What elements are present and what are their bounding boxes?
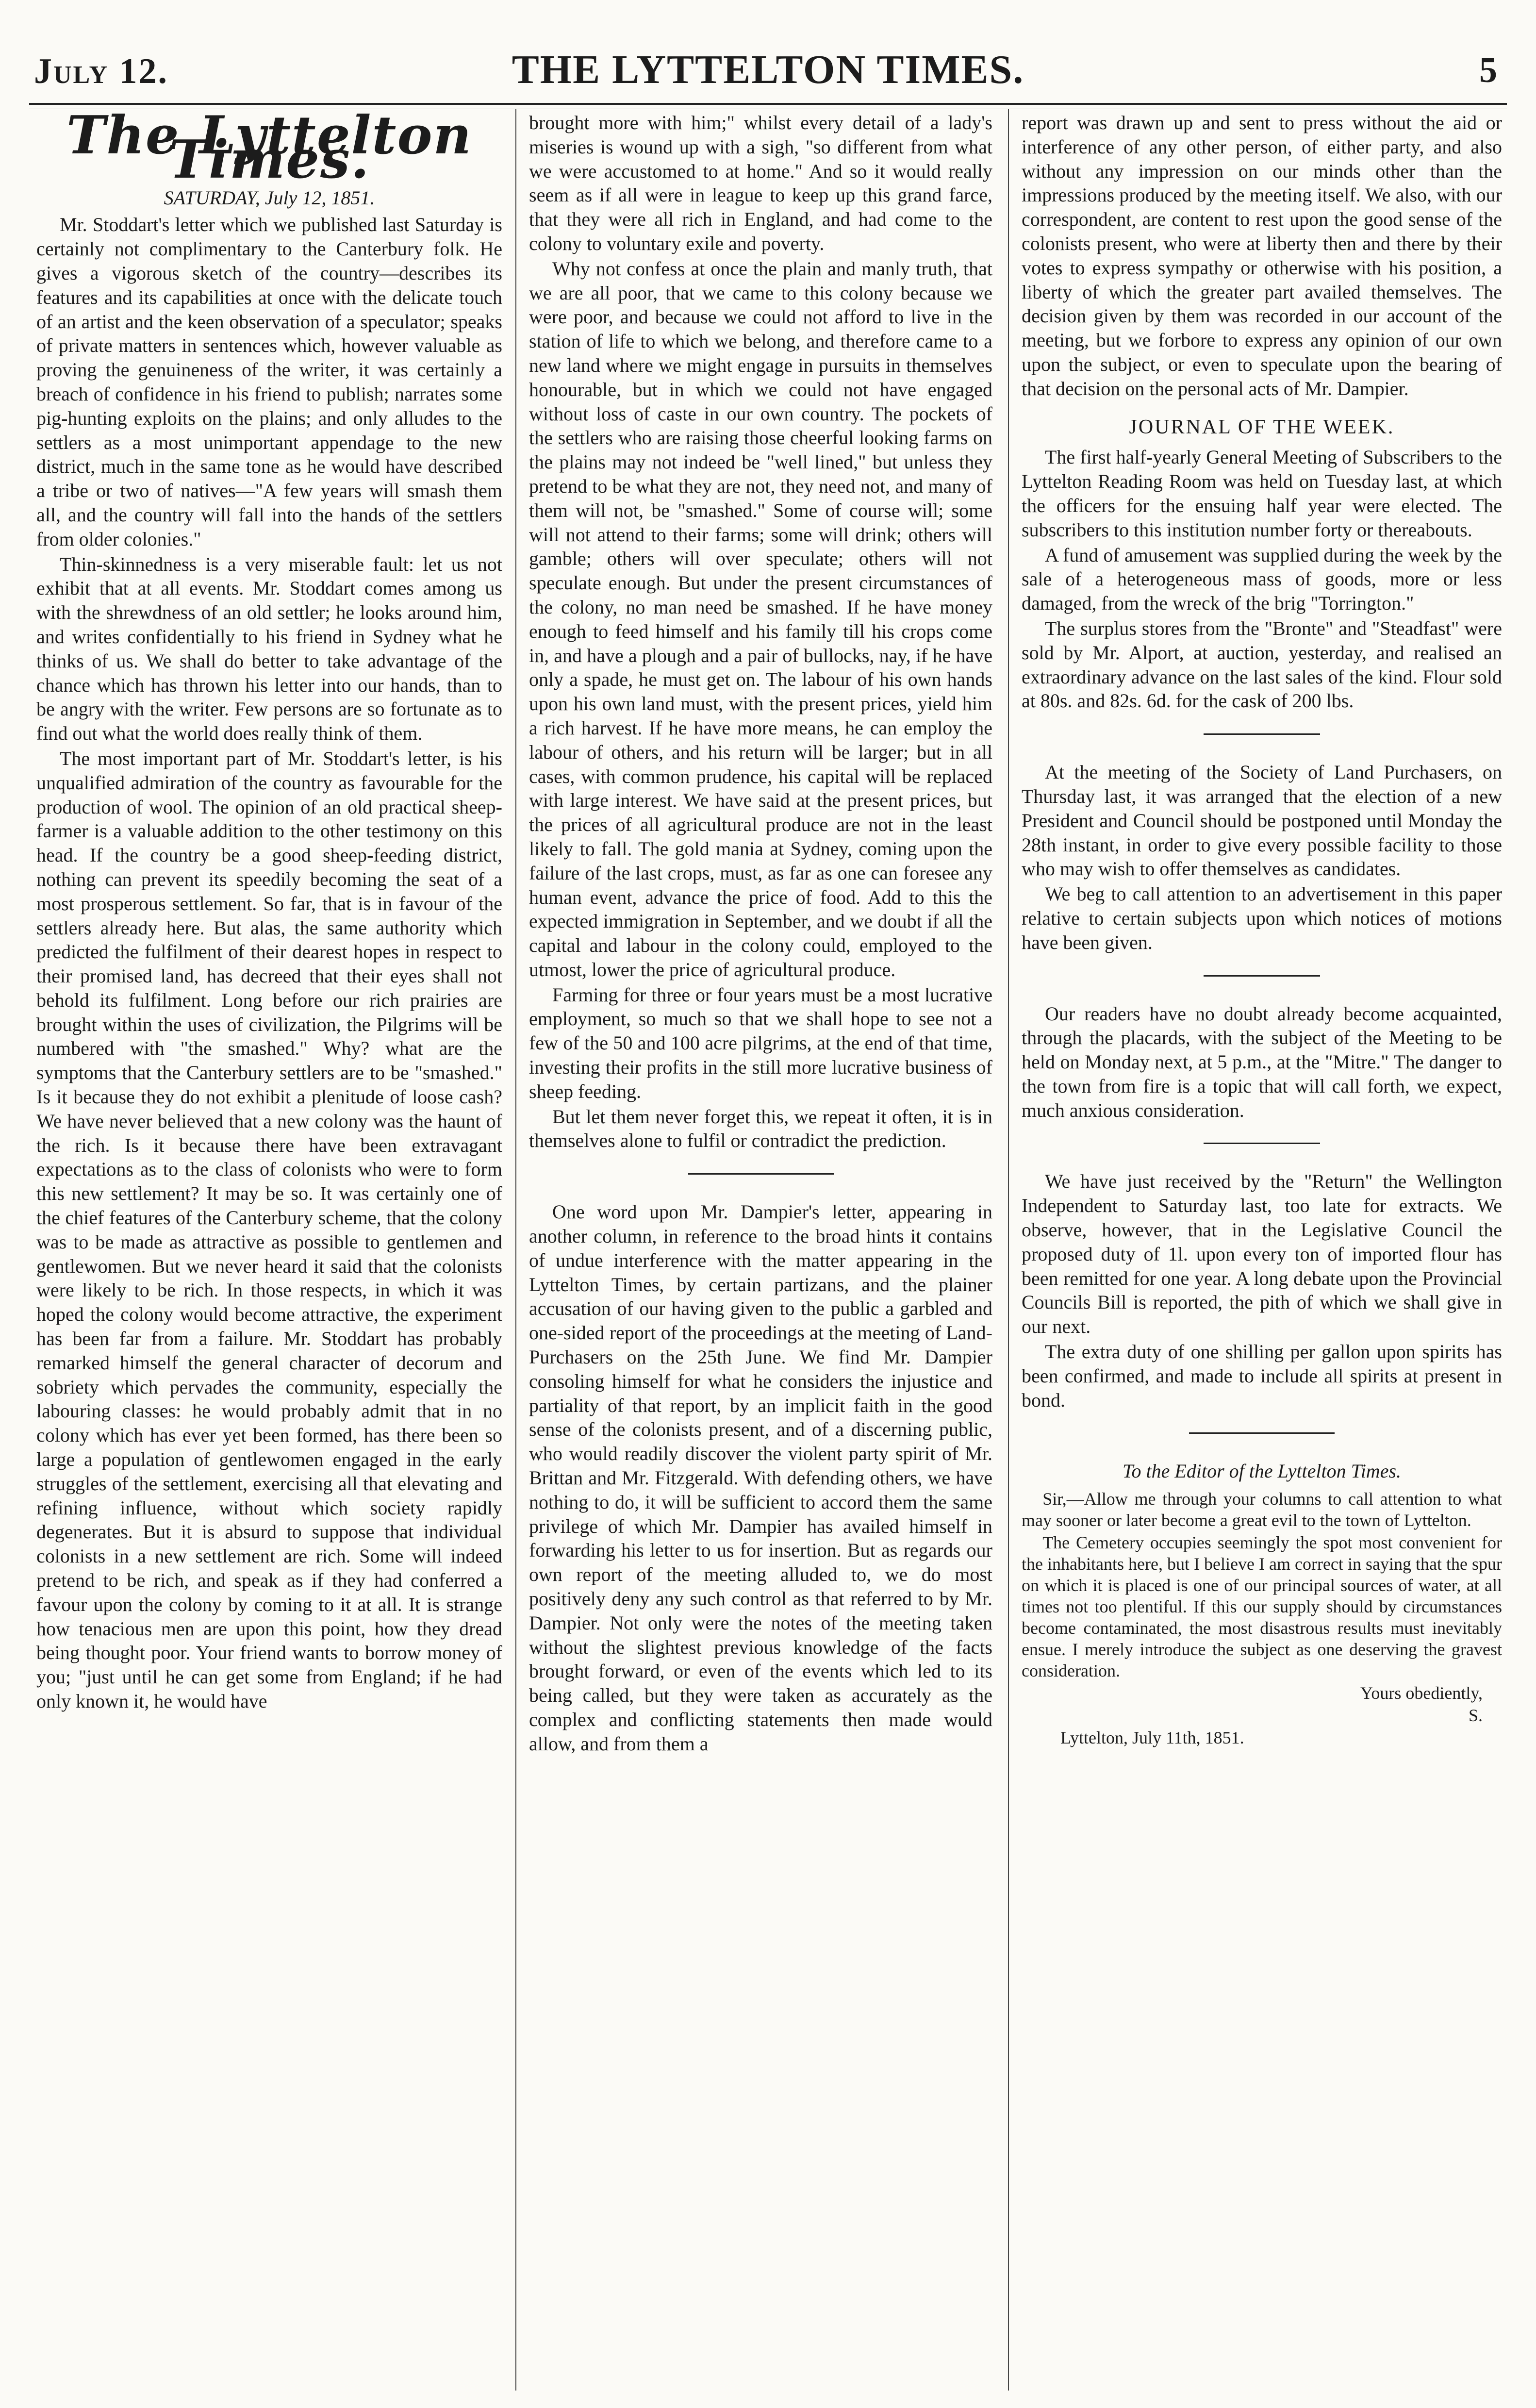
- journal-item: The surplus stores from the "Bronte" and "Steadfast" were sold by Mr. Alport, at auction, yesterday, and realised an extraordinary advance on the last sales of the kind. Flour sold at 80s. and 82s. 6d. for the cask of 200 lbs.: [1022, 617, 1502, 712]
- editorial-paragraph: Thin-skinnedness is a very miserable fault: let us not exhibit that at all events. Mr. Stoddart comes among us with the shrewdness of an old settler; he looks around him, and writes confidentially to his friend in Sydney what he thinks of us. We shall do better to take advantage of the chance which has thrown his letter into our hands, than to be angry with the writer. Few persons are so fortunate as to find out what the world does really think of them.: [36, 553, 502, 745]
- journal-item: A fund of amusement was supplied during the week by the sale of a heterogeneous mass of goods, more or less damaged, from the wreck of the brig "Torrington.": [1022, 544, 1502, 614]
- letter-closing: Yours obediently,: [1360, 1683, 1483, 1703]
- letter-place-date: Lyttelton, July 11th, 1851.: [1060, 1728, 1244, 1748]
- issue-date: July 12.: [34, 51, 169, 91]
- land-purchasers-item: At the meeting of the Society of Land Purchasers, on Thursday last, it was arranged that the election of a new President and Council should be postponed until Monday the 28th instant, in order to give every possible facility to those who may wish to offer themselves as candidates.: [1022, 761, 1502, 880]
- column-divider: [515, 109, 516, 2391]
- letter-signature: S.: [1468, 1706, 1483, 1726]
- fire-meeting-item: Our readers have no doubt already become acquainted, through the placards, with the subject of the Meeting to be held on Monday next, at 5 p.m., at the "Mitre." The danger to the town from fire is a topic that will call forth, we expect, much anxious consideration.: [1022, 1002, 1502, 1121]
- journal-item: The first half-yearly General Meeting of Subscribers to the Lyttelton Reading Room was held on Tuesday last, at which the officers for the ensuing half year were elected. The subscribers to this institution number forty or thereabouts.: [1022, 446, 1502, 541]
- letter-paragraph: Sir,—Allow me through your columns to call attention to what may sooner or later become a great evil to the town of Lyttelton.: [1022, 1489, 1502, 1530]
- column-divider: [1008, 109, 1009, 2391]
- editorial-paragraph: Mr. Stoddart's letter which we published last Saturday is certainly not complimentary to the Canterbury folk. He gives a vigorous sketch of the country—describes its features and its capabilities at once with the delicate touch of an artist and the keen observation of a speculator; speaks of private matters in sentences which, however valuable as proving the genuineness of the writer, it was certainly a breach of confidence in his friend to publish; narrates some pig-hunting exploits on the plains; and only alludes to the settlers as a most unimportant appendage to the new district, much in the same tone as he would have described a tribe or two of natives—"A few years will smash them all, and the country will fall into the hands of the settlers from older colonies.": [36, 214, 502, 550]
- editorial-paragraph: Farming for three or four years must be a most lucrative employment, so much so that we shall hope to see not a few of the 50 and 100 acre pilgrims, at the end of that time, investing their profits in the still more lucrative business of sheep feeding.: [529, 983, 992, 1102]
- wellington-item: We have just received by the "Return" the Wellington Independent to Saturday last, too late for extracts. We observe, however, that in the Legislative Council the proposed duty of 1l. upon every ton of imported flour has been remitted for one year. A long debate upon the Provincial Councils Bill is reported, the pith of which we shall give in our next.: [1022, 1170, 1502, 1338]
- section-separator: [1189, 1432, 1335, 1434]
- spirits-duty-item: The extra duty of one shilling per gallon upon spirits has been confirmed, and made to include all spirits at present in bond.: [1022, 1341, 1502, 1411]
- section-separator: [1204, 975, 1320, 977]
- masthead: [34, 46, 1502, 100]
- dampier-paragraph: One word upon Mr. Dampier's letter, appearing in another column, in reference to the broad hints it contains of undue interference with the matter appearing in the Lyttelton Times, by certain partizans, and the plainer accusation of our having given to the public a garbled and one-sided report of the proceedings at the meeting of Land-Purchasers on the 25th June. We find Mr. Dampier consoling himself for what he considers the injustice and partiality of that report, by an implicit faith in the good sense of the colonists present, and of a discerning public, who would readily discover the violent party spirit of Mr. Brittan and Mr. Fitzgerald. With defending others, we have nothing to do, it will be sufficient to accord them the same privilege of which Mr. Dampier has availed himself in forwarding his letter to us for insertion. But as regards our own report of the meeting alluded to, we do most positively deny any such control as that referred to by Mr. Dampier. Not only were the notes of the meeting taken without the slightest previous knowledge of the facts brought forward, or even of the events which led to its being called, but they were taken as accurately as the complex and conflicting statements then made would allow, and from them a: [529, 1201, 992, 1755]
- journal-heading: JOURNAL OF THE WEEK.: [1129, 415, 1395, 438]
- page-number: 5: [1479, 50, 1497, 90]
- section-separator: [688, 1173, 834, 1175]
- report-paragraph: report was drawn up and sent to press without the aid or interference of any other person, of either party, and also without any impression on our minds other than the impressions produced by the meeting itself. We also, with our correspondent, are content to rest upon the good sense of the colonists present, who were at liberty then and there by their votes to express sympathy or otherwise with his position, a liberty of which the greater part availed themselves. The decision given by them was recorded in our account of the meeting, but we forbore to express any opinion of our own upon the subject, or even to speculate upon the bearing of that decision on the personal acts of Mr. Dampier.: [1022, 112, 1502, 399]
- newspaper-title: THE LYTTELTON TIMES.: [512, 47, 1024, 92]
- section-separator: [1204, 733, 1320, 735]
- editorial-paragraph: But let them never forget this, we repeat it often, it is in themselves alone to fulfil or contradict the prediction.: [529, 1105, 992, 1152]
- editorial-dateline: SATURDAY, July 12, 1851.: [164, 186, 375, 209]
- column-3: [1022, 111, 1502, 1748]
- advertisement-note: We beg to call attention to an advertisement in this paper relative to certain subjects upon which notices of motions have been given.: [1022, 883, 1502, 953]
- column-2: [529, 111, 992, 1756]
- editorial-paragraph: brought more with him;" whilst every detail of a lady's miseries is wound up with a sigh, "so different from what we were accustomed to at home." And so it would really seem as if all were in league to keep up this grand farce, that they were all rich in England, and had come to the colony to voluntary exile and poverty.: [529, 112, 992, 254]
- letter-paragraph: The Cemetery occupies seemingly the spot most convenient for the inhabitants here, but I believe I am correct in saying that the spur on which it is placed is one of our principal sources of water, at all times not too plentiful. If this our supply should by circumstances become contaminated, the most disastrous results must inevitably ensue. I merely introduce the subject as one deserving the gravest consideration.: [1022, 1533, 1502, 1681]
- editorial-paragraph: Why not confess at once the plain and manly truth, that we are all poor, that we came to this colony because we were poor, and because we could not afford to live in the station of life to which we belong, and therefore came to a new land where we might engage in pursuits in themselves honourable, but in which we could not have engaged without loss of caste in our own country. The pockets of the settlers who are raising those cheerful looking farms on the plains may not indeed be "well lined," but unless they pretend to be what they are not, they need not, and many of them will not, be "smashed." Some of course will; some will not attend to their farms; some will drink; others will gamble; others will over speculate; others will not speculate enough. But under the present circumstances of the colony, no man need be smashed. If he have money enough to feed himself and his family till his crops come in, and have a plough and a pair of bullocks, nay, if he have only a spade, he must get on. The labour of his own hands upon his own land must, with the present prices, yield him a rich harvest. If he have more means, he can employ the labour of others, and his return will be larger; but in all cases, with common prudence, his capital will be replaced with large interest. We have said at the present prices, but the prices of all agricultural produce are not in the least likely to fall. The gold mania at Sydney, coming upon the failure of the last crops, must, as far as one can foresee any human event, advance the price of food. Add to this the expected immigration in September, and we doubt if all the capital and labour in the colony could, employed to the utmost, lower the price of agricultural produce.: [529, 257, 992, 980]
- editorial-paragraph: The most important part of Mr. Stoddart's letter, is his unqualified admiration of the country as favourable for the production of wool. The opinion of an old practical sheep-farmer is a valuable addition to the other testimony on this head. If the country be a good sheep-feeding district, nothing can prevent its speedily becoming the seat of a most prosperous settlement. So far, that is in favour of the settlers already here. But alas, the same authority which predicted the fulfilment of their dearest hopes in respect to their promised land, has decreed that their eyes shall not behold its fulfilment. Long before our rich prairies are brought within the uses of civilization, the Pilgrims will be numbered with "the smashed." Why? what are the symptoms that the Canterbury settlers are to be "smashed." Is it because they do not exhibit a plenitude of loose cash? We have never believed that a new colony was the haunt of the rich. Is it because there have been extravagant expectations as to the class of colonists who were to form this new settlement? It may be so. It was certainly one of the chief features of the Canterbury scheme, that the colony was to be made as attractive as possible to gentlemen and gentlewomen. But we never heard it said that the colonists were likely to be rich. In those respects, in which it was hoped the colony would become attractive, the experiment has been far from a failure. Mr. Stoddart has probably remarked himself the general character of decorum and sobriety which pervades the community, especially the labouring classes: he would probably admit that in no colony which has ever yet been formed, has there been so large a population of gentlewomen engaged in the early struggles of the settlement, exercising all that elevating and refining influence, without which society rapidly degenerates. But it is absurd to suppose that individual colonists in a new settlement are rich. Some will indeed pretend to be rich, and speak as if they had conferred a favour upon the colony by coming to it at all. It is strange how tenacious men are upon this point, how they dread being thought poor. Your friend wants to borrow money of you; "just until he can get some from England; if he had only known it, he would have: [36, 747, 502, 1712]
- section-separator: [1204, 1143, 1320, 1144]
- letter-heading: To the Editor of the Lyttelton Times.: [1122, 1460, 1402, 1482]
- column-1: [36, 105, 502, 1713]
- paper-nameplate: The Lyttelton Times.: [66, 105, 472, 190]
